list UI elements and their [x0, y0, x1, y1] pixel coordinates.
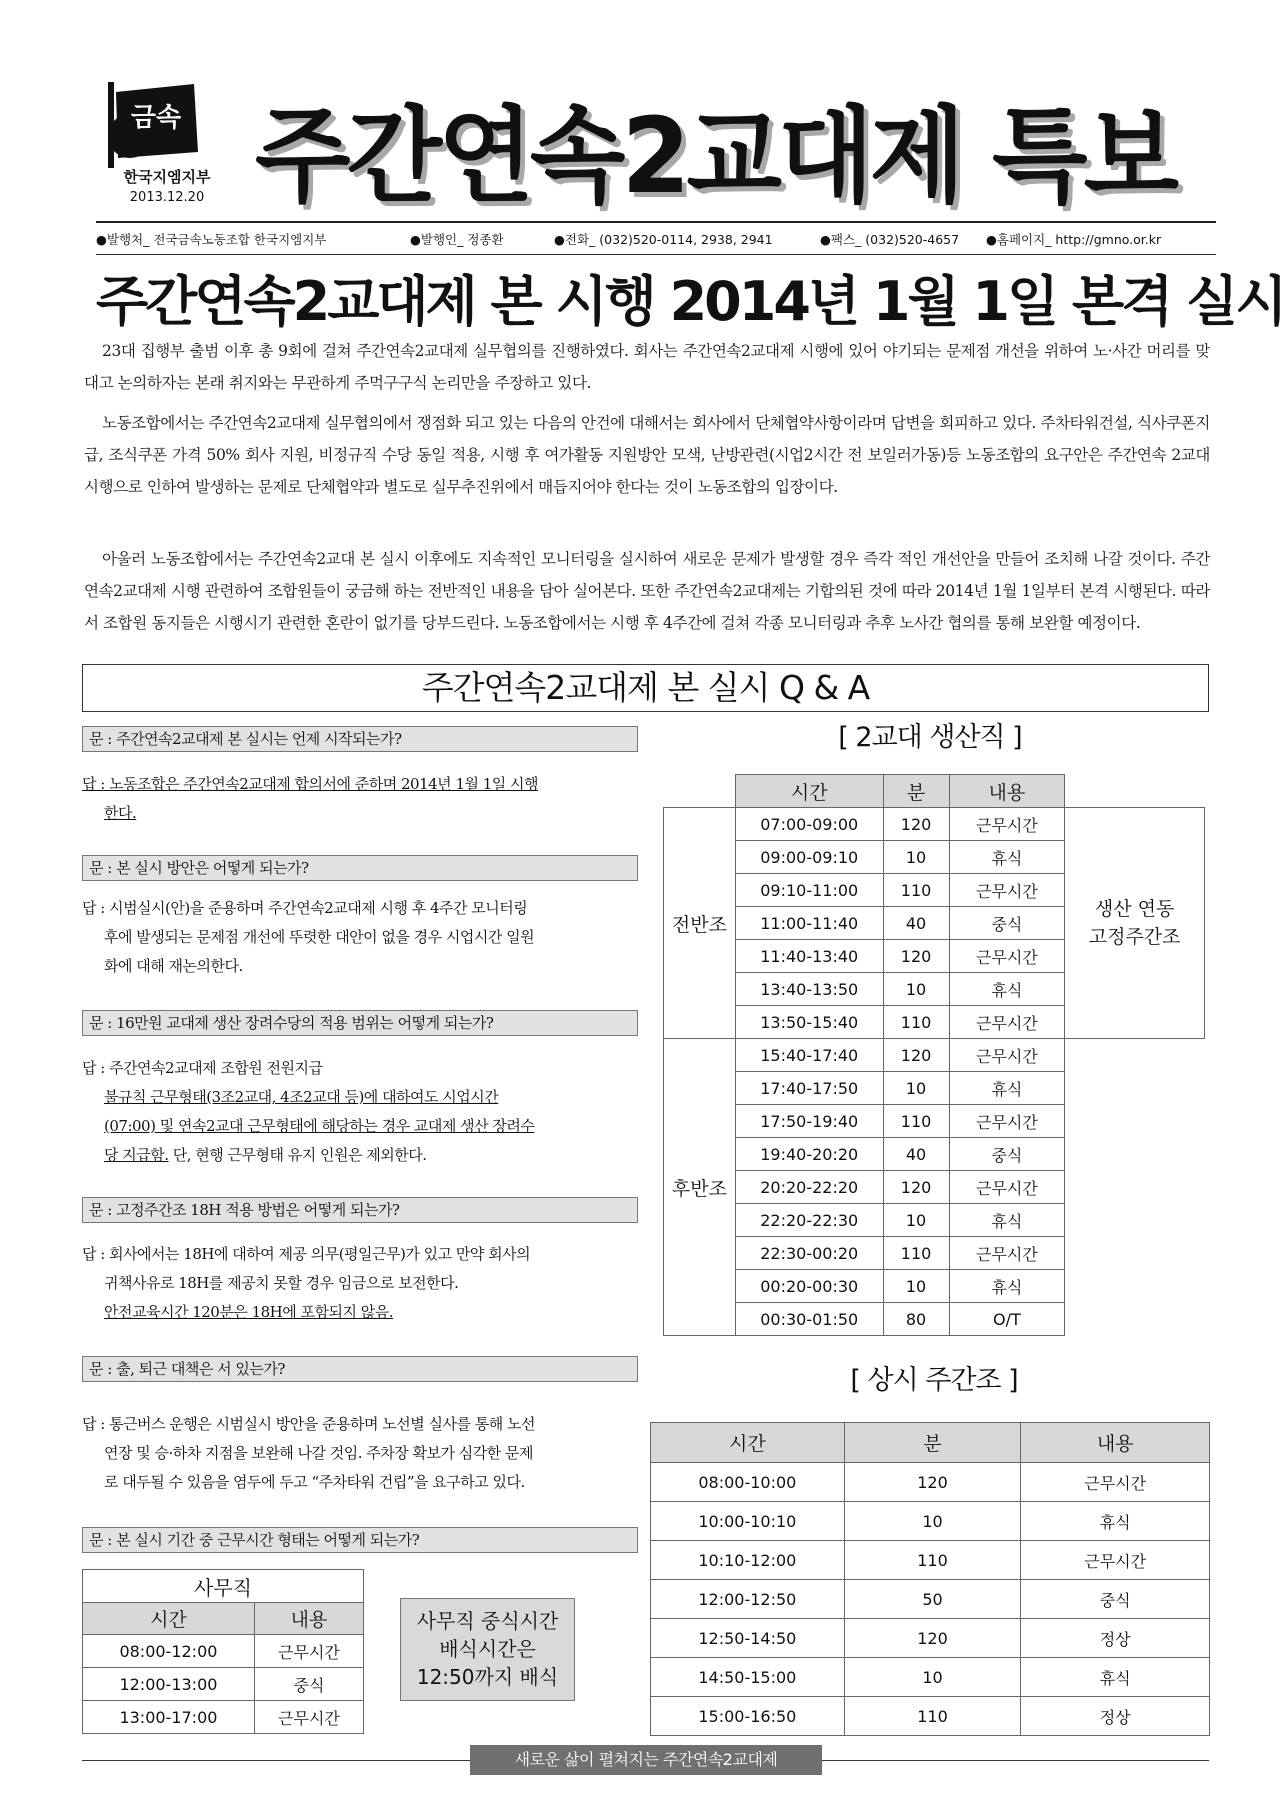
intro-paragraph: 23대 집행부 출범 이후 총 9회에 걸쳐 주간연속2교대제 실무협의를 진행하였다. 회사는 주간연속2교대제 시행에 있어 야기되는 문제점 개선을 위하여 노·사간 머리를 맞대고 논의하자는 본래 취지와는 무관하게 주먹구구식 논리만을 주장하고 있다.: [84, 342, 1210, 392]
table-row: [83, 1668, 364, 1701]
minutes-cell: 120: [844, 1619, 1021, 1658]
content-cell: 근무시간: [254, 1701, 363, 1734]
minutes-cell: 120: [883, 1039, 949, 1072]
minutes-cell: 120: [844, 1463, 1021, 1502]
content-cell: 근무시간: [1021, 1463, 1210, 1502]
time-cell: 20:20-22:20: [735, 1171, 883, 1204]
minutes-cell: 110: [844, 1697, 1021, 1736]
time-cell: 15:40-17:40: [735, 1039, 883, 1072]
minutes-cell: 110: [844, 1541, 1021, 1580]
content-cell: O/T: [949, 1303, 1065, 1336]
minutes-cell: 110: [883, 1237, 949, 1270]
content-cell: 휴식: [949, 973, 1065, 1006]
answer: [82, 770, 638, 828]
answer-line: 단, 현행 근무형태 유지 인원은 제외한다.: [168, 1146, 427, 1164]
content-cell: 정상: [1021, 1697, 1210, 1736]
answer-line: 불규칙 근무형태(3조2교대, 4조2교대 등)에 대하여도 시업시간: [104, 1088, 499, 1106]
minutes-cell: 110: [883, 1105, 949, 1138]
issue-date: 2013.12.20: [129, 190, 205, 205]
minutes-cell: 10: [883, 841, 949, 874]
content-cell: 근무시간: [949, 874, 1065, 907]
minutes-cell: 120: [883, 808, 949, 841]
issuer: ●발행인_ 정종환: [410, 232, 504, 247]
org-name: 한국지엠지부: [123, 168, 211, 186]
answer-line: 화에 대해 재논의한다.: [104, 957, 243, 975]
content-cell: 중식: [949, 907, 1065, 940]
answer-line: 답 : 통근버스 운행은 시범실시 방안을 준용하며 노선별 실사를 통해 노선: [82, 1415, 535, 1433]
intro-paragraph: 노동조합에서는 주간연속2교대제 실무협의에서 쟁점화 되고 있는 다음의 안건에 대해서는 회사에서 단체협약사항이라며 답변을 회피하고 있다. 주차타워건설, 식사쿠폰지급, 조식쿠폰 가격 50% 회사 지원, 비정규직 수당 동일 적용, 시행 후 여가활동 지원방안 모색, 난방관련(시업2시간 전 보일러가동)등 노동조합의 요구안은 주간연속 2교대 시행으로 인하여 발생하는 문제로 단체협약과 별도로 실무추진위에서 매듭지어야 한다는 것이 노동조합의 입장이다.: [84, 414, 1210, 496]
time-cell: 00:20-00:30: [735, 1270, 883, 1303]
content-cell: 휴식: [949, 1072, 1065, 1105]
table-row: [651, 1502, 1210, 1541]
question: 문 : 주간연속2교대제 본 실시는 언제 시작되는가?: [82, 726, 638, 752]
time-cell: 17:50-19:40: [735, 1105, 883, 1138]
time-cell: 08:00-12:00: [83, 1635, 255, 1668]
qa-section-title: 주간연속2교대제 본 실시 Q & A: [82, 664, 1209, 712]
question: 문 : 16만원 교대제 생산 장려수당의 적용 범위는 어떻게 되는가?: [82, 1010, 638, 1036]
table-row: [83, 1701, 364, 1734]
answer: [82, 1410, 638, 1497]
minutes-cell: 110: [883, 1006, 949, 1039]
fax: ●팩스_ (032)520-4657: [820, 232, 960, 247]
time-cell: 13:50-15:40: [735, 1006, 883, 1039]
note-line: 사무직 중식시간: [416, 1609, 559, 1633]
table-row: [651, 1541, 1210, 1580]
time-cell: 14:50-15:00: [651, 1658, 845, 1697]
answer-line: 답 : 주간연속2교대제 조합원 전원지급: [82, 1059, 323, 1077]
content-cell: 휴식: [1021, 1502, 1210, 1541]
union-logo: [96, 74, 206, 174]
minutes-cell: 80: [883, 1303, 949, 1336]
homepage: ●홈페이지_ http://gmno.or.kr: [986, 232, 1162, 247]
time-cell: 10:00-10:10: [651, 1502, 845, 1541]
column-header: 시간: [83, 1603, 255, 1635]
content-cell: 근무시간: [254, 1635, 363, 1668]
minutes-cell: 40: [883, 1138, 949, 1171]
content-cell: 휴식: [1021, 1658, 1210, 1697]
answer-line: 당 지급함.: [104, 1146, 169, 1164]
answer: [82, 894, 638, 981]
content-cell: 근무시간: [949, 1006, 1065, 1039]
column-header: 시간: [651, 1423, 845, 1463]
answer-line: 귀책사유로 18H를 제공치 못할 경우 임금으로 보전한다.: [104, 1274, 459, 1292]
minutes-cell: 10: [844, 1658, 1021, 1697]
time-cell: 12:50-14:50: [651, 1619, 845, 1658]
time-cell: 22:20-22:30: [735, 1204, 883, 1237]
column-header: 내용: [254, 1603, 363, 1635]
column-header: 내용: [949, 775, 1065, 808]
note-line: 12:50까지 배식: [416, 1665, 559, 1689]
answer-line: 답 : 시범실시(안)을 준용하며 주간연속2교대제 시행 후 4주간 모니터링: [82, 899, 528, 917]
time-cell: 19:40-20:20: [735, 1138, 883, 1171]
answer-line: 안전교육시간 120분은 18H에 포함되지 않음.: [104, 1303, 393, 1321]
note-line: 고정주간조: [1088, 926, 1181, 948]
column-header: 내용: [1021, 1423, 1210, 1463]
content-cell: 근무시간: [949, 1237, 1065, 1270]
answer-line: 답 : 노동조합은 주간연속2교대제 합의서에 준하며 2014년 1월 1일 시행: [82, 775, 539, 793]
shift-note: [1065, 808, 1205, 1039]
table-row: [651, 1580, 1210, 1619]
table-row: [651, 1697, 1210, 1736]
content-cell: 중식: [949, 1138, 1065, 1171]
blank-corner: [664, 775, 736, 808]
table-row: [664, 808, 1205, 841]
day-table-title: [ 상시 주간조 ]: [850, 1365, 1018, 1396]
table-row: [651, 1658, 1210, 1697]
masthead-rule: [96, 221, 1216, 223]
time-cell: 12:00-12:50: [651, 1580, 845, 1619]
time-cell: 09:00-09:10: [735, 841, 883, 874]
masthead-title: 주간연속2교대제 특보: [255, 95, 1176, 217]
minutes-cell: 10: [883, 1204, 949, 1237]
content-cell: 정상: [1021, 1619, 1210, 1658]
minutes-cell: 10: [883, 973, 949, 1006]
shift-table-title: [ 2교대 생산직 ]: [838, 722, 1022, 753]
time-cell: 00:30-01:50: [735, 1303, 883, 1336]
table-row: [83, 1635, 364, 1668]
blank-corner: [1065, 775, 1205, 808]
content-cell: 휴식: [949, 1270, 1065, 1303]
shift-group-label: 후반조: [664, 1039, 736, 1336]
time-cell: 11:00-11:40: [735, 907, 883, 940]
content-cell: 근무시간: [949, 1105, 1065, 1138]
phone: ●전화_ (032)520-0114, 2938, 2941: [554, 232, 773, 247]
two-shift-schedule-table: [663, 774, 1205, 1336]
shift-group-label: 전반조: [664, 808, 736, 1039]
question: 문 : 고정주간조 18H 적용 방법은 어떻게 되는가?: [82, 1197, 638, 1223]
time-cell: 12:00-13:00: [83, 1668, 255, 1701]
time-cell: 15:00-16:50: [651, 1697, 845, 1736]
minutes-cell: 110: [883, 874, 949, 907]
publisher: ●발행처_ 전국금속노동조합 한국지엠지부: [96, 232, 327, 247]
time-cell: 13:40-13:50: [735, 973, 883, 1006]
table-row: [651, 1619, 1210, 1658]
answer-line: 로 대두될 수 있음을 염두에 두고 “주차타워 건립”을 요구하고 있다.: [104, 1473, 525, 1491]
logo-text: 금속: [130, 103, 182, 133]
answer: [82, 1240, 638, 1327]
content-cell: 근무시간: [1021, 1541, 1210, 1580]
time-cell: 11:40-13:40: [735, 940, 883, 973]
note-line: 생산 연동: [1094, 898, 1175, 920]
content-cell: 근무시간: [949, 1039, 1065, 1072]
content-cell: 근무시간: [949, 940, 1065, 973]
minutes-cell: 120: [883, 940, 949, 973]
question: 문 : 본 실시 방안은 어떻게 되는가?: [82, 855, 638, 881]
answer: [82, 1054, 638, 1170]
column-header: 분: [844, 1423, 1021, 1463]
intro-paragraph: 아울러 노동조합에서는 주간연속2교대 본 실시 이후에도 지속적인 모니터링을 실시하여 새로운 문제가 발생할 경우 즉각 적인 개선안을 만들어 조치해 나갈 것이다. 주간연속2교대제 시행 관련하여 조합원들이 궁금해 하는 전반적인 내용을 담아 실어본다. 또한 주간연속2교대제는 기합의된 것에 따라 2014년 1월 1일부터 본격 시행된다. 따라서 조합원 동지들은 시행시기 관련한 혼란이 없기를 당부드린다. 노동조합에서는 시행 후 4주간에 걸쳐 각종 모니터링과 추후 노사간 협의를 통해 보완할 예정이다.: [84, 550, 1210, 632]
masthead-rule-bottom: [96, 254, 1216, 255]
content-cell: 중식: [254, 1668, 363, 1701]
minutes-cell: 10: [883, 1072, 949, 1105]
day-shift-schedule-table: [650, 1422, 1210, 1736]
footer-slogan: 새로운 삶이 펼쳐지는 주간연속2교대제: [470, 1745, 822, 1775]
answer-line: 후에 발생되는 문제점 개선에 뚜렷한 대안이 없을 경우 시업시간 일원: [104, 928, 535, 946]
content-cell: 휴식: [949, 841, 1065, 874]
column-header: 시간: [735, 775, 883, 808]
table-row: [664, 1039, 1205, 1072]
publication-info-bar: [96, 228, 1216, 250]
time-cell: 22:30-00:20: [735, 1237, 883, 1270]
content-cell: 중식: [1021, 1580, 1210, 1619]
content-cell: 근무시간: [949, 808, 1065, 841]
column-header: 분: [883, 775, 949, 808]
answer-line: 연장 및 승·하차 지점을 보완해 나갈 것임. 주차장 확보가 심각한 문제: [104, 1444, 533, 1462]
minutes-cell: 50: [844, 1580, 1021, 1619]
question: 문 : 출, 퇴근 대책은 서 있는가?: [82, 1356, 638, 1382]
time-cell: 13:00-17:00: [83, 1701, 255, 1734]
time-cell: 10:10-12:00: [651, 1541, 845, 1580]
time-cell: 08:00-10:00: [651, 1463, 845, 1502]
answer-line: 답 : 회사에서는 18H에 대하여 제공 의무(평일근무)가 있고 만약 회사의: [82, 1245, 531, 1263]
table-caption: 사무직: [83, 1570, 364, 1603]
note-line: 배식시간은: [439, 1637, 536, 1661]
office-schedule-table: [82, 1569, 364, 1734]
content-cell: 휴식: [949, 1204, 1065, 1237]
office-lunch-note: [400, 1598, 575, 1701]
question: 문 : 본 실시 기간 중 근무시간 형태는 어떻게 되는가?: [82, 1527, 638, 1553]
answer-line: (07:00) 및 연속2교대 근무형태에 해당하는 경우 교대제 생산 장려수: [104, 1117, 535, 1135]
blank-cell: [1065, 1039, 1205, 1336]
minutes-cell: 10: [844, 1502, 1021, 1541]
minutes-cell: 10: [883, 1270, 949, 1303]
time-cell: 09:10-11:00: [735, 874, 883, 907]
minutes-cell: 120: [883, 1171, 949, 1204]
headline: 주간연속2교대제 본 시행 2014년 1월 1일 본격 실시: [96, 270, 1285, 333]
time-cell: 17:40-17:50: [735, 1072, 883, 1105]
content-cell: 근무시간: [949, 1171, 1065, 1204]
time-cell: 07:00-09:00: [735, 808, 883, 841]
table-row: [651, 1463, 1210, 1502]
minutes-cell: 40: [883, 907, 949, 940]
answer-line: 한다.: [104, 804, 137, 822]
